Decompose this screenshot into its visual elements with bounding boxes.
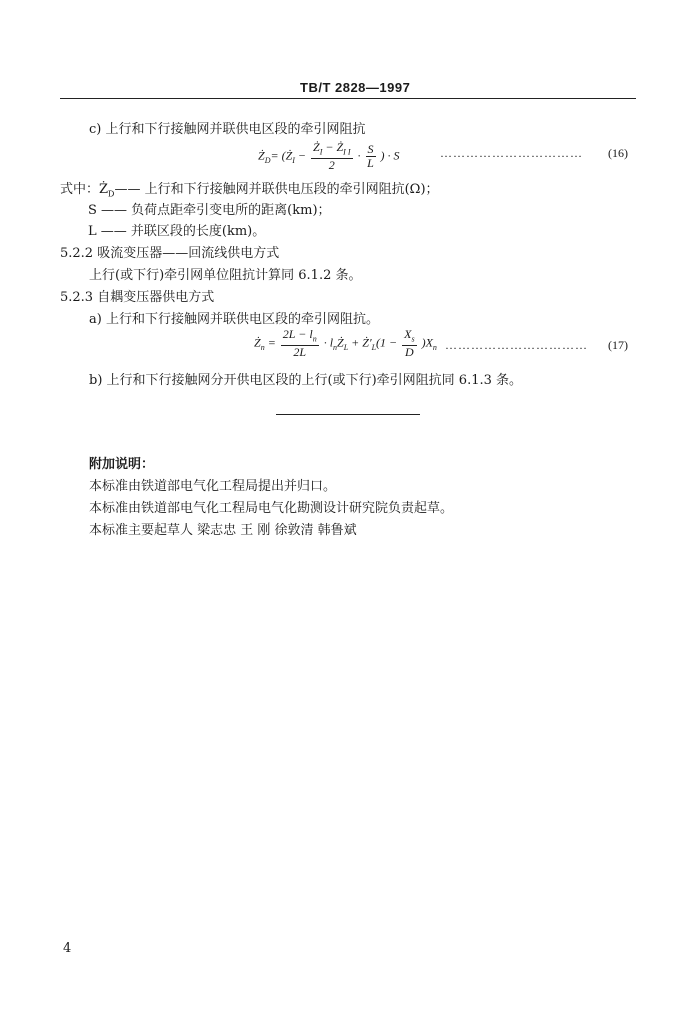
- where-rest: —— 上行和下行接触网并联供电压段的牵引网阻抗(Ω)；: [114, 182, 439, 197]
- l-definition: L —— 并联区段的长度(km)。: [88, 224, 266, 239]
- section-5-2-2: 5.2.2 吸流变压器——回流线供电方式: [60, 246, 280, 261]
- eq16-num-a-sub: I: [319, 147, 323, 157]
- eq17-number: [608, 338, 628, 353]
- item-c-text: c) 上行和下行接触网并联供电区段的牵引网阻抗: [89, 122, 366, 137]
- eq16-num-mid: − Ż: [322, 140, 344, 154]
- item-b-text: b) 上行和下行接触网分开供电区段的上行(或下行)牵引网阻抗同 6.1.3 条。: [89, 373, 523, 388]
- eq17-paren: (1 −: [376, 335, 401, 350]
- eq16-s-over-l: [366, 143, 376, 170]
- eq17-num-sub: n: [312, 334, 317, 344]
- appendix-title: 附加说明：: [89, 457, 155, 472]
- eq16-open: = (Ż: [270, 148, 293, 163]
- eq17-eq: =: [264, 335, 279, 350]
- eq16-number: [608, 146, 628, 161]
- eq16-num-a: Ż: [313, 140, 320, 154]
- end-separator: [276, 414, 420, 415]
- eq16-dot: ·: [357, 148, 364, 163]
- eq17-x-over-d: [402, 328, 416, 359]
- eq16-fraction: [311, 141, 352, 172]
- eq17-tail-sub: n: [432, 342, 437, 352]
- eq16-num-b-sub: I I: [343, 147, 351, 157]
- eq17-d: D: [405, 345, 414, 360]
- eq16-lhs: Ż: [258, 148, 265, 163]
- equation-17: [254, 328, 437, 359]
- eq17-mid-sub: n: [333, 342, 338, 352]
- eq17-lhs: Ż: [254, 335, 261, 350]
- eq16-l: L: [367, 156, 374, 171]
- eq17-leader: [445, 338, 588, 353]
- eq17-x: X: [404, 327, 412, 341]
- eq16-minus: −: [294, 148, 307, 163]
- eq17-mid: · l: [323, 335, 334, 350]
- appendix-line: 本标准由铁道部电气化工程局电气化勘测设计研究院负责起草。: [89, 501, 454, 516]
- eq16-dots: ……………………………: [440, 146, 583, 160]
- appendix-line: 本标准由铁道部电气化工程局提出并归口。: [89, 479, 337, 494]
- eq17-plus: + Ż′: [348, 335, 372, 350]
- standard-code-header: TB/T 2828—1997: [300, 80, 411, 95]
- item-a-text: a) 上行和下行接触网并联供电区段的牵引网阻抗。: [89, 312, 379, 327]
- s-definition: S —— 负荷点距牵引变电所的距离(km)；: [88, 203, 331, 218]
- header-rule: [60, 98, 636, 99]
- eq16-open-sub: I: [292, 155, 295, 165]
- eq17-mid2: Ż: [337, 335, 344, 350]
- eq16-number-text: (16): [608, 146, 628, 160]
- equation-16: [258, 141, 400, 172]
- where-prefix: 式中：Ż: [60, 182, 109, 197]
- eq16-den: 2: [328, 158, 335, 173]
- eq17-tail: )X: [421, 335, 433, 350]
- eq16-leader: [440, 146, 583, 161]
- eq17-num: 2L − l: [282, 327, 313, 341]
- eq17-dots: ……………………………: [445, 338, 588, 352]
- eq16-lhs-sub: D: [264, 155, 271, 165]
- eq17-den: 2L: [293, 345, 307, 360]
- eq17-number-text: (17): [608, 338, 628, 352]
- appendix-line: 本标准主要起草人 梁志忠 王 刚 徐敦清 韩鲁斌: [89, 523, 357, 538]
- page-number: 4: [63, 941, 72, 956]
- where-line: [60, 178, 439, 199]
- eq17-fraction: [281, 328, 319, 359]
- eq17-mid2-sub: L: [343, 342, 349, 352]
- eq17-lhs-sub: n: [260, 342, 265, 352]
- eq17-x-sub: s: [411, 334, 415, 344]
- eq16-s: S: [367, 142, 374, 157]
- where-sub: D: [108, 189, 115, 199]
- section-5-2-3: 5.2.3 自耦变压器供电方式: [60, 290, 215, 305]
- section-5-2-2-text: 上行(或下行)牵引网单位阻抗计算同 6.1.2 条。: [89, 268, 362, 283]
- eq17-plus-sub: L: [371, 342, 377, 352]
- eq16-tail: ) · S: [380, 148, 400, 163]
